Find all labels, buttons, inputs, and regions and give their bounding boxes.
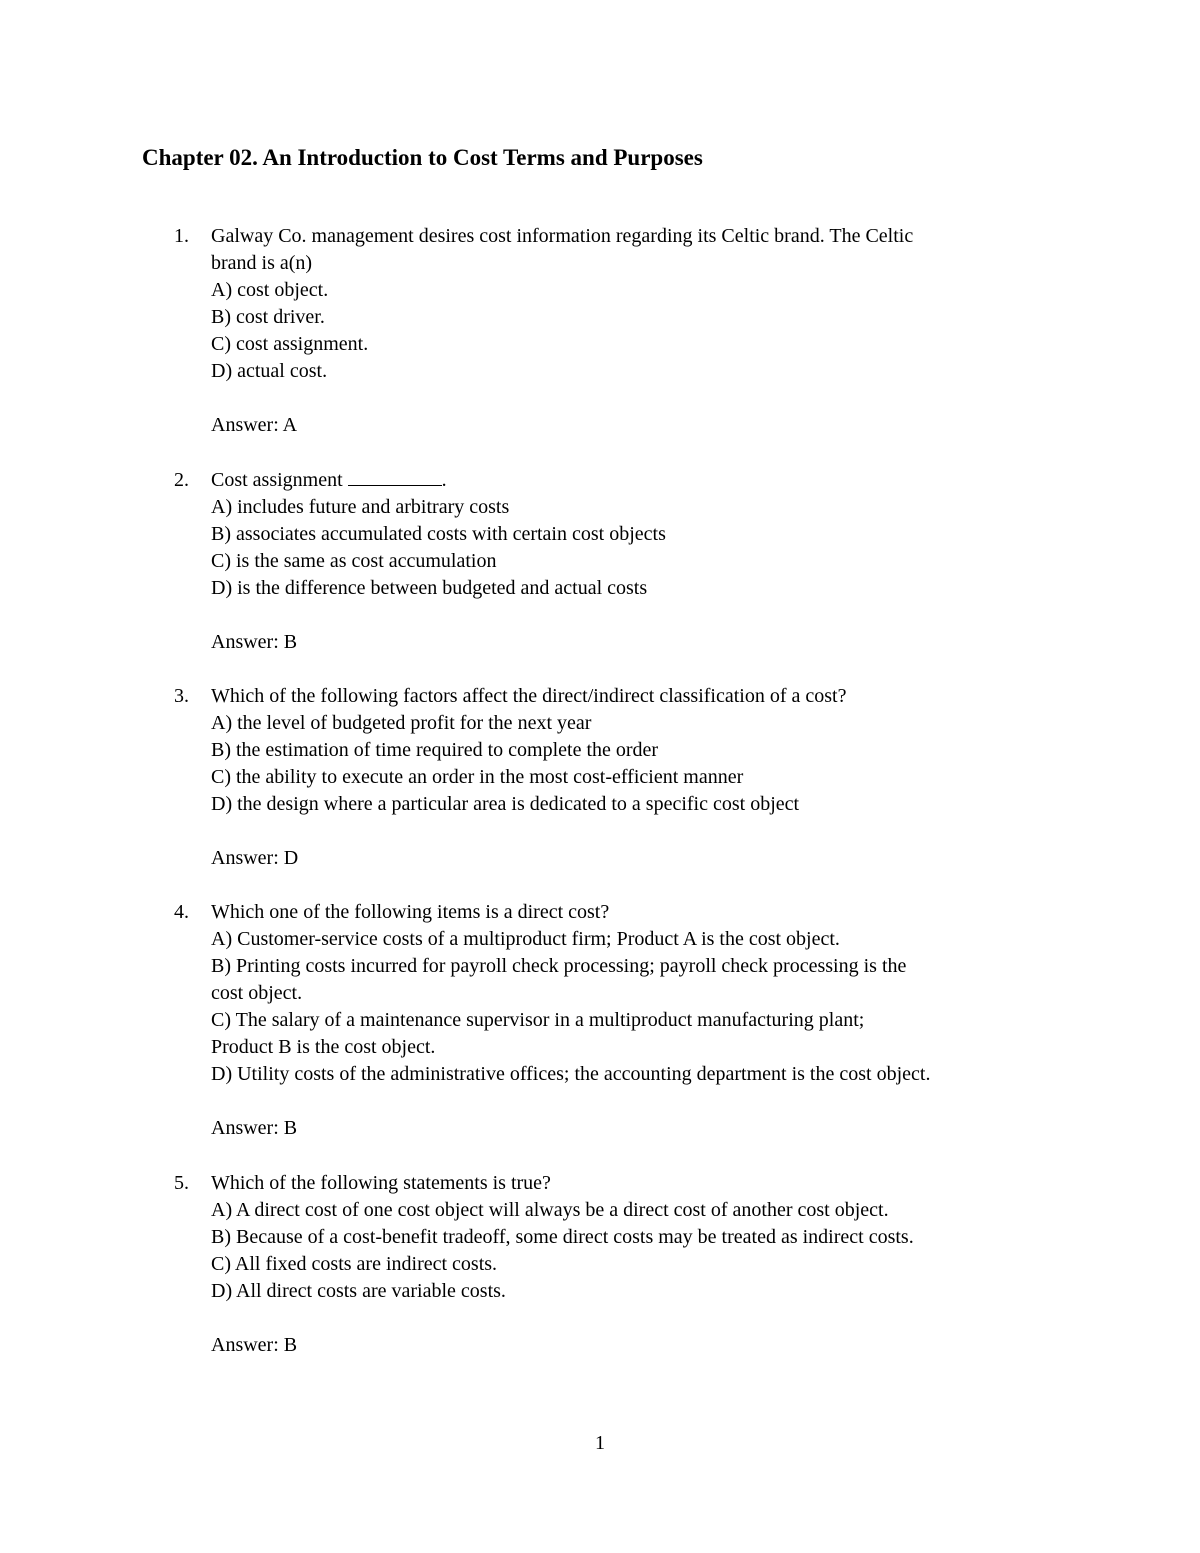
option-c: C) The salary of a maintenance supervisor in a multiproduct manufacturing plant; <box>211 1009 865 1031</box>
option-b: B) cost driver. <box>211 306 325 328</box>
option-c: C) the ability to execute an order in the most cost-efficient manner <box>211 766 744 788</box>
option-a: A) the level of budgeted profit for the next year <box>211 712 592 734</box>
option-a: A) includes future and arbitrary costs <box>211 496 510 518</box>
option-a: A) cost object. <box>211 279 329 301</box>
question-number: 4. <box>174 901 189 923</box>
option-b: B) associates accumulated costs with certain cost objects <box>211 523 666 545</box>
option-d: D) the design where a particular area is dedicated to a specific cost object <box>211 793 800 815</box>
stem-prefix: Cost assignment <box>211 469 348 491</box>
option-d: D) actual cost. <box>211 360 328 382</box>
question-body <box>211 899 1071 1142</box>
question-body <box>211 1170 1071 1359</box>
question-stem-line: brand is a(n) <box>211 252 313 274</box>
question-stem-line: Which of the following factors affect the direct/indirect classification of a cost? <box>211 685 847 707</box>
answer-line: Answer: B <box>211 631 298 653</box>
option-c: C) is the same as cost accumulation <box>211 550 497 572</box>
question-stem-line: Galway Co. management desires cost information regarding its Celtic brand. The Celtic <box>211 225 914 247</box>
question-number: 1. <box>174 225 189 247</box>
question-stem-line <box>211 467 1071 494</box>
option-b-continued: cost object. <box>211 982 303 1004</box>
option-a: A) Customer-service costs of a multiproduct firm; Product A is the cost object. <box>211 928 840 950</box>
question-number: 2. <box>174 469 189 491</box>
answer-line: Answer: A <box>211 414 298 436</box>
fill-in-blank <box>348 467 442 486</box>
option-a: A) A direct cost of one cost object will always be a direct cost of another cost object. <box>211 1199 889 1221</box>
option-b: B) Because of a cost-benefit tradeoff, some direct costs may be treated as indirect costs. <box>211 1226 914 1248</box>
stem-suffix: . <box>441 469 447 491</box>
question-body <box>211 683 1071 872</box>
answer-line: Answer: B <box>211 1334 298 1356</box>
option-c-continued: Product B is the cost object. <box>211 1036 436 1058</box>
question-number: 3. <box>174 685 189 707</box>
question-stem-line: Which of the following statements is true? <box>211 1172 551 1194</box>
option-d: D) is the difference between budgeted and actual costs <box>211 577 648 599</box>
page-number: 1 <box>595 1432 605 1454</box>
chapter-title: Chapter 02. An Introduction to Cost Terms and Purposes <box>142 145 703 170</box>
question-stem-line: Which one of the following items is a direct cost? <box>211 901 610 923</box>
option-d: D) All direct costs are variable costs. <box>211 1280 506 1302</box>
answer-line: Answer: D <box>211 847 299 869</box>
option-b: B) Printing costs incurred for payroll check processing; payroll check processing is the <box>211 955 907 977</box>
question-body <box>211 467 1071 656</box>
option-b: B) the estimation of time required to complete the order <box>211 739 659 761</box>
question-body <box>211 223 1071 439</box>
answer-line: Answer: B <box>211 1117 298 1139</box>
option-d: D) Utility costs of the administrative offices; the accounting department is the cost object. <box>211 1063 931 1085</box>
option-c: C) All fixed costs are indirect costs. <box>211 1253 498 1275</box>
option-c: C) cost assignment. <box>211 333 369 355</box>
question-number: 5. <box>174 1172 189 1194</box>
